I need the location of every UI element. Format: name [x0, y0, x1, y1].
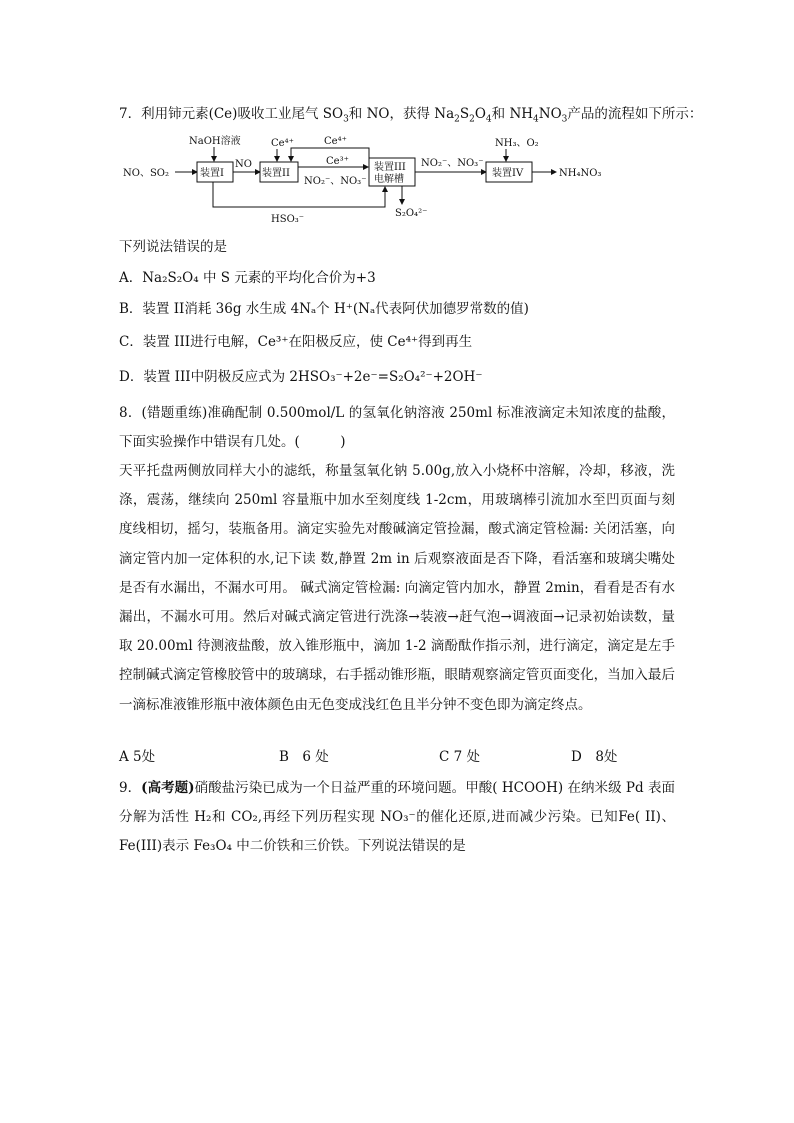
q8-option-a: A 5处 [119, 749, 156, 765]
output-label: NH₄NO₃ [559, 168, 602, 179]
input-label: NO、SO₂ [123, 168, 170, 179]
device-3-label-2: 电解槽 [374, 174, 404, 185]
q7-option-a: A．Na₂S₂O₄ 中 S 元素的平均化合价为+3 [119, 270, 376, 286]
q7-option-c: C．装置 III进行电解，Ce³⁺在阳极反应，使 Ce⁴⁺得到再生 [119, 334, 473, 350]
q8-option-d: D 8处 [571, 749, 618, 765]
no2-no3-mid-label: NO₂⁻、NO₃⁻ [304, 176, 367, 187]
q7-option-d: D．装置 III中阴极反应式为 2HSO₃⁻+2e⁻=S₂O₄²⁻+2OH⁻ [119, 369, 483, 385]
q9-stem: 9．(高考题)硝酸盐污染已成为一个日益严重的环境问题。甲酸( HCOOH) 在纳米级 Pd 表面分解为活性 H₂和 CO₂,再经下列历程实现 NO₃⁻的催化还原,进而减少污染。已知Fe( II)、Fe(III)表示 Fe₃O₄ 中二价铁和三价铁。下列说法错误的是 [119, 780, 675, 855]
ce3-label: Ce³⁺ [326, 156, 349, 167]
ce4-top-label: Ce⁴⁺ [324, 136, 347, 147]
q9-tag: (高考题) [141, 780, 195, 796]
ce4-left-label: Ce⁴⁺ [271, 138, 294, 149]
device-1-label: 装置I [200, 168, 224, 179]
q8-options [119, 747, 679, 767]
q7-option-b: B．装置 II消耗 36g 水生成 4Nₐ个 H⁺(Nₐ代表阿伏加德罗常数的值) [119, 301, 529, 317]
device-3-label-1: 装置III [374, 162, 406, 173]
no-label: NO [235, 159, 252, 170]
hso3-label: HSO₃⁻ [271, 214, 305, 225]
q8-body: 天平托盘两侧放同样大小的滤纸，称量氢氧化钠 5.00g,放入小烧杯中溶解，冷却，移液，洗涤，震荡，继续向 250ml 容量瓶中加水至刻度线 1-2cm，用玻璃棒引流加水至凹页面与刻度线相切，摇匀，装瓶备用。滴定实验先对酸碱滴定管捡漏，酸式滴定管检漏: 关闭活塞，向滴定管内加一定体积的水,记下读 数,静置 2m in 后观察液面是否下降，看活塞和玻璃尖嘴处是否有水漏出，不漏水可用。 碱式滴定管检漏: 向滴定管内加水，静置 2min，看看是否有水漏出，不漏水可用。然后对碱式滴定管进行洗涤→装液→赶气泡→调液面→记录初始读数，量取 20.00ml 待测液盐酸，放入锥形瓶中，滴加 1-2 滴酚酞作指示剂，进行滴定，滴定是左手控制碱式滴定管橡胶管中的玻璃球，右手摇动锥形瓶，眼睛观察滴定管页面变化，当加入最后一滴标准液锥形瓶中液体颜色由无色变成浅红色且半分钟不变色即为滴定终点。 [119, 463, 675, 713]
q7-question: 下列说法错误的是 [119, 239, 227, 255]
process-flow-diagram [119, 130, 679, 230]
no2-no3-right-label: NO₂⁻、NO₃⁻ [421, 158, 484, 169]
q7-stem: 7．利用铈元素(Ce)吸收工业尾气 $SO_3$和 NO，获得 $Na_2S_2O_4$和 $NH_4NO_3$产品的流程如下所示： [119, 106, 703, 125]
q8-stem: 8．(错题重练)准确配制 0.500mol/L 的氢氧化钠溶液 250ml 标准液滴定未知浓度的盐酸，下面实验操作中错误有几处。( ) [119, 405, 675, 451]
nh3-o2-label: NH₃、O₂ [495, 138, 539, 149]
device-4-label: 装置IV [492, 168, 524, 179]
device-2-label: 装置II [262, 168, 290, 179]
q8-option-b: B 6 处 [279, 749, 329, 765]
s2o4-label: S₂O₄²⁻ [395, 208, 428, 219]
q8-option-c: C 7 处 [439, 749, 481, 765]
naoh-label: NaOH溶液 [189, 136, 241, 147]
